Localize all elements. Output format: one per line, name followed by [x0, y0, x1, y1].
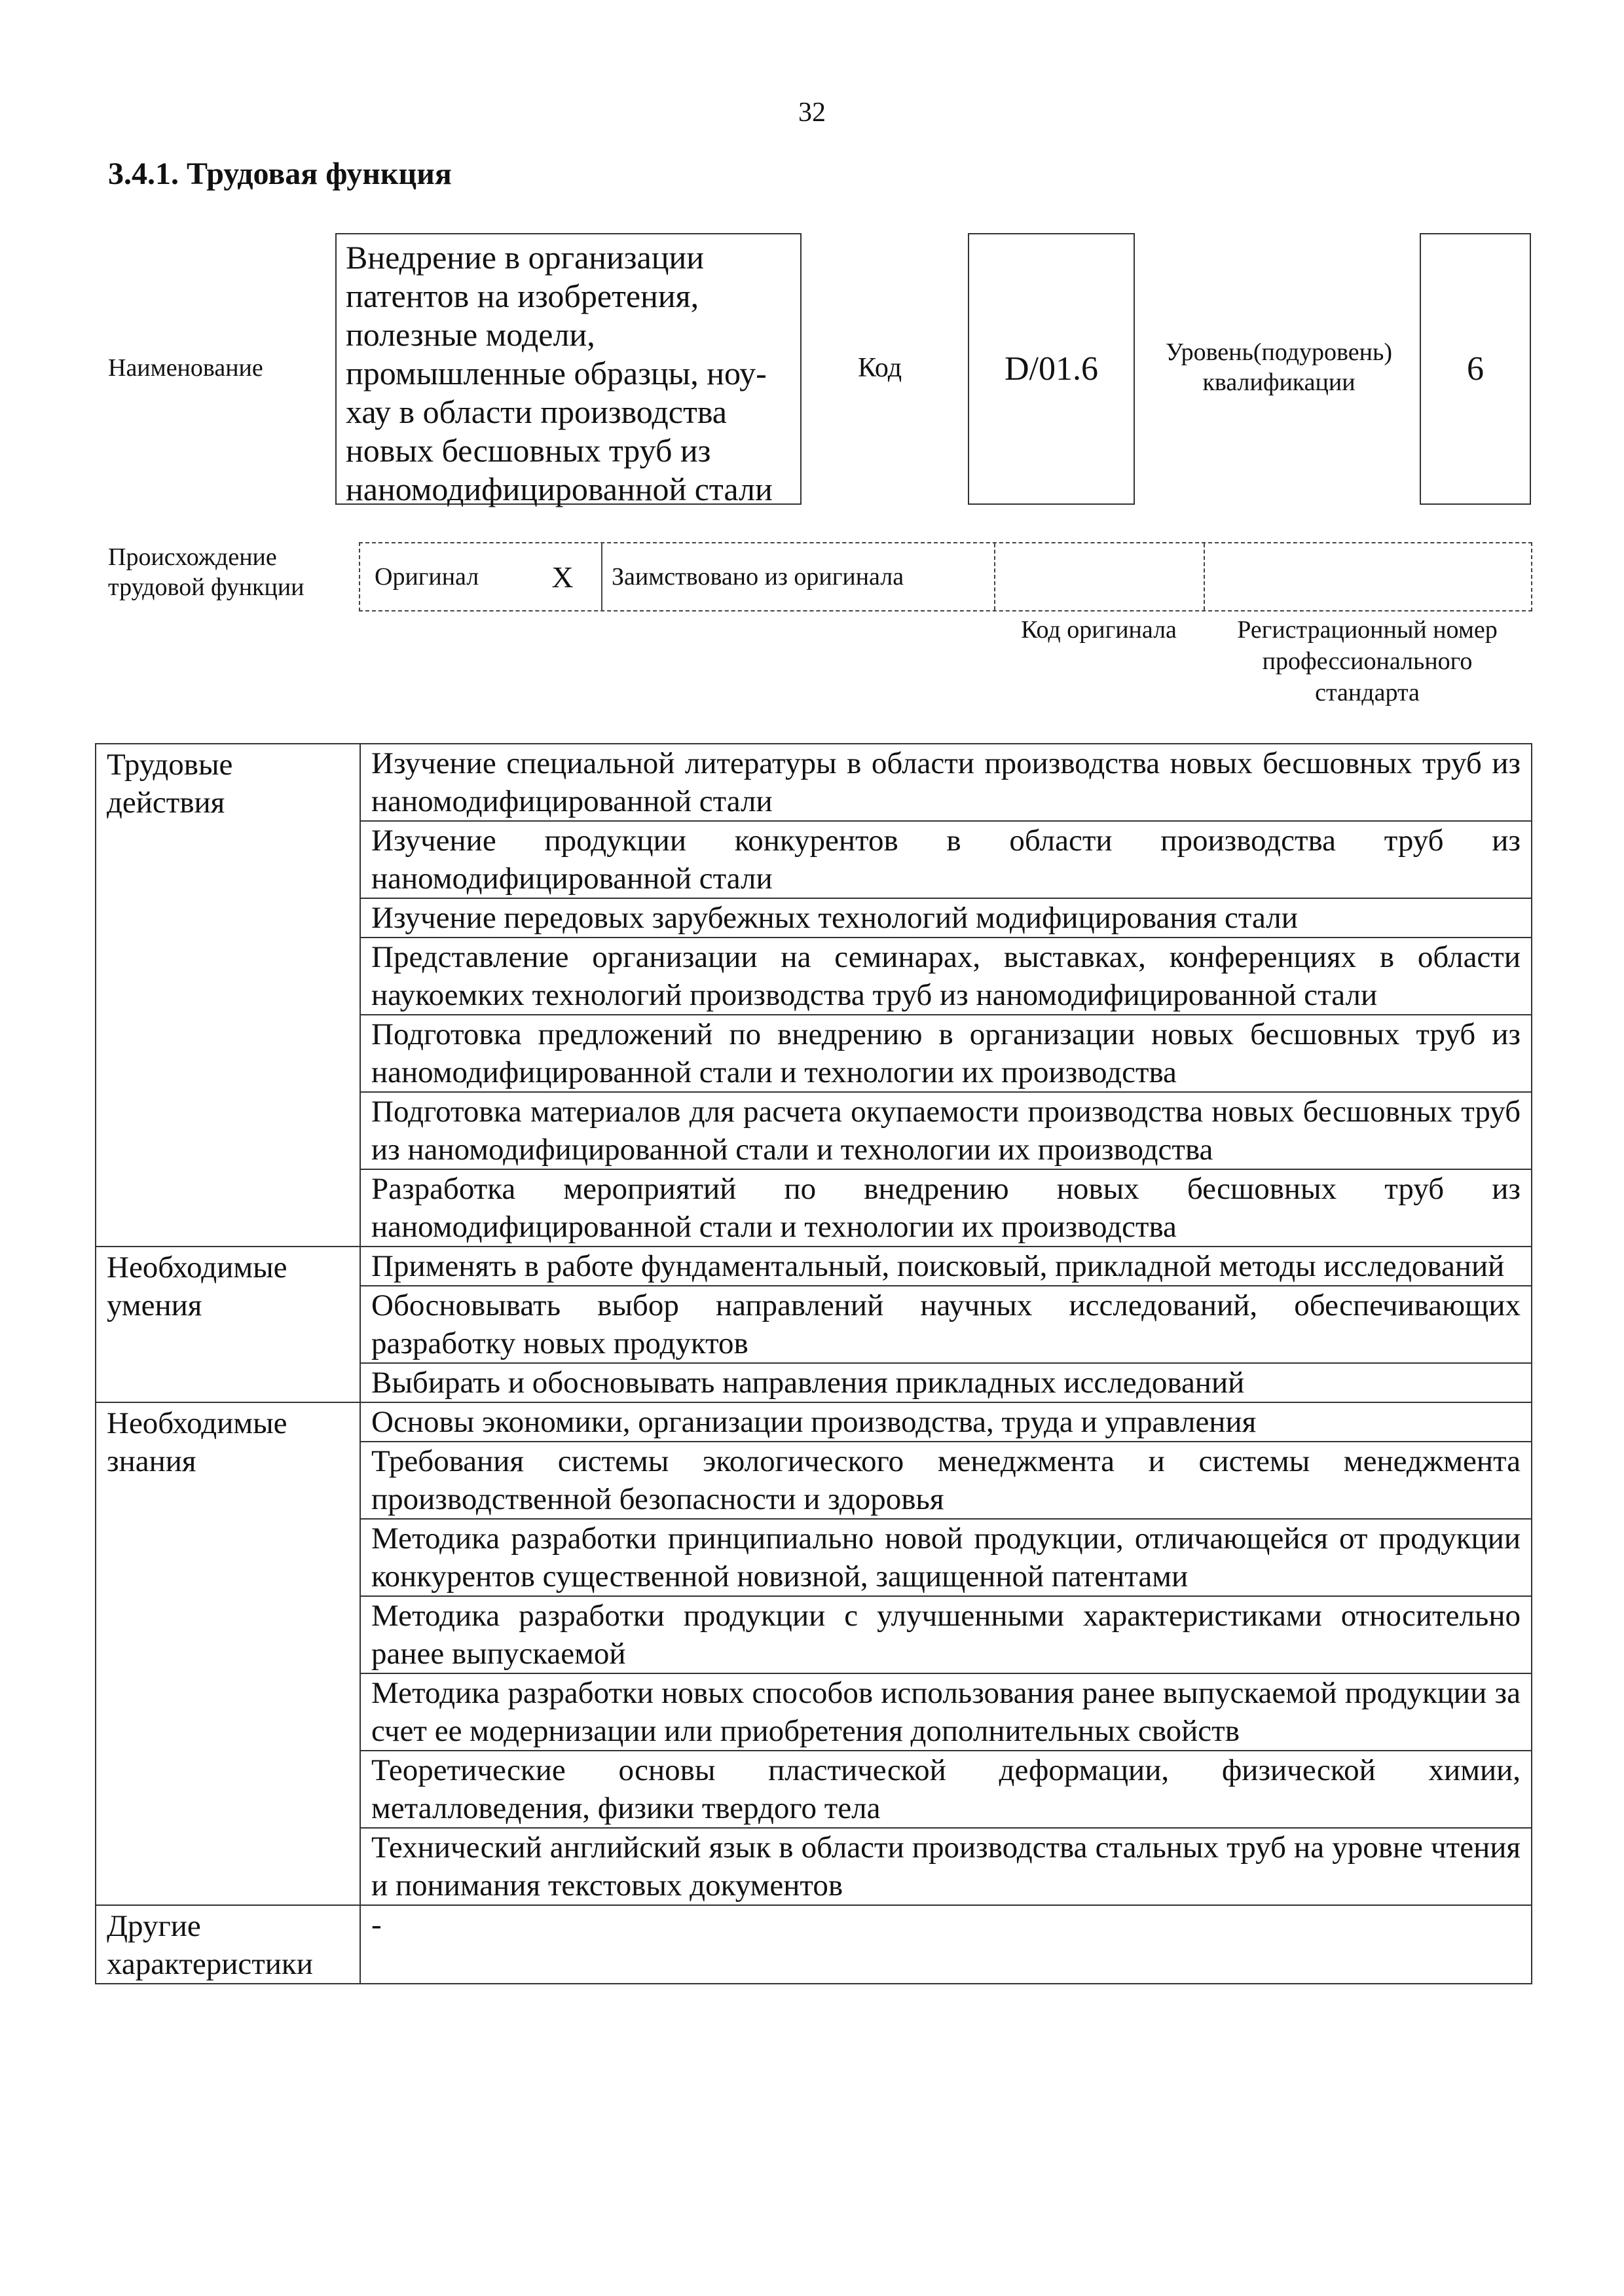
code-box [968, 233, 1135, 505]
level-label-line: квалификации [1202, 369, 1356, 396]
section-title: 3.4.1. Трудовая функция [108, 156, 452, 191]
knowledge-item: Методика разработки новых способов использования ранее выпускаемой продукции за счет ее модернизации или приобретения дополнительных свойств [360, 1673, 1532, 1751]
original-mark: X [551, 560, 574, 594]
level-value: 6 [1467, 350, 1484, 388]
labor-function-table [95, 743, 1532, 1984]
knowledge-item: Требования системы экологического менеджмента и системы менеджмента производственной безопасности и здоровья [360, 1442, 1532, 1519]
name-label: Наименование [108, 354, 263, 382]
reg-caption-line: профессионального [1262, 647, 1473, 675]
origin-label [108, 542, 304, 602]
labor-action-item: Изучение передовых зарубежных технологий модифицирования стали [360, 898, 1532, 938]
origin-label-line: трудовой функции [108, 574, 304, 601]
origin-label-line: Происхождение [108, 543, 277, 571]
skill-item: Выбирать и обосновывать направления прикладных исследований [360, 1363, 1532, 1402]
function-name-box [335, 233, 802, 505]
borrowed-cell [602, 543, 995, 610]
table-row [96, 744, 1532, 821]
knowledge-item: Технический английский язык в области производства стальных труб на уровне чтения и понимания текстовых документов [360, 1828, 1532, 1905]
knowledge-item: Теоретические основы пластической деформации, физической химии, металловедения, физики твердого тела [360, 1751, 1532, 1828]
function-name-line: новых бесшовных труб из [346, 432, 711, 469]
other-value: - [360, 1905, 1532, 1984]
level-box [1420, 233, 1531, 505]
page-number: 32 [798, 98, 826, 128]
original-label: Оригинал [375, 563, 479, 591]
borrowed-label: Заимствовано из оригинала [612, 563, 904, 591]
knowledge-label: Необходимые знания [96, 1402, 360, 1905]
knowledge-item: Основы экономики, организации производства, труда и управления [360, 1402, 1532, 1442]
labor-action-item: Представление организации на семинарах, выставках, конференциях в области наукоемких технологий производства труб из наномодифицированной стали [360, 938, 1532, 1015]
level-label-line: Уровень(подуровень) [1166, 338, 1392, 366]
original-code-caption: Код оригинала [1021, 616, 1177, 644]
knowledge-item: Методика разработки принципиально новой продукции, отличающейся от продукции конкурентов существенной новизной, защищенной патентами [360, 1519, 1532, 1596]
knowledge-item: Методика разработки продукции с улучшенными характеристиками относительно ранее выпускаемой [360, 1596, 1532, 1673]
reg-number-caption [1204, 614, 1531, 708]
origin-row [359, 542, 1532, 611]
labor-action-item: Подготовка предложений по внедрению в организации новых бесшовных труб из наномодифицированной стали и технологии их производства [360, 1015, 1532, 1092]
original-code-cell [995, 543, 1205, 610]
table-row [96, 1247, 1532, 1286]
labor-action-item: Изучение специальной литературы в области производства новых бесшовных труб из наномодифицированной стали [360, 744, 1532, 821]
table-row [96, 1905, 1532, 1984]
other-label: Другие характеристики [96, 1905, 360, 1984]
labor-actions-label: Трудовые действия [96, 744, 360, 1247]
reg-number-cell [1205, 543, 1531, 610]
level-label [1145, 337, 1413, 397]
original-mark-cell [524, 543, 602, 610]
function-name-line: патентов на изобретения, [346, 278, 699, 314]
labor-action-item: Подготовка материалов для расчета окупаемости производства новых бесшовных труб из наномодифицированной стали и технологии их производства [360, 1092, 1532, 1169]
reg-caption-line: Регистрационный номер [1237, 616, 1498, 644]
code-value: D/01.6 [1005, 350, 1098, 388]
table-row [96, 1402, 1532, 1442]
reg-caption-line: стандарта [1315, 679, 1420, 706]
function-name-line: полезные модели, [346, 316, 595, 353]
labor-action-item: Разработка мероприятий по внедрению новых бесшовных труб из наномодифицированной стали и технологии их производства [360, 1169, 1532, 1247]
skill-item: Обосновывать выбор направлений научных исследований, обеспечивающих разработку новых продуктов [360, 1286, 1532, 1363]
skill-item: Применять в работе фундаментальный, поисковый, прикладной методы исследований [360, 1247, 1532, 1286]
function-name-line: промышленные образцы, ноу- [346, 355, 767, 392]
function-name-line: хау в области производства [346, 393, 727, 430]
code-label: Код [858, 353, 902, 383]
labor-action-item: Изучение продукции конкурентов в области производства труб из наномодифицированной стали [360, 821, 1532, 898]
skills-label: Необходимые умения [96, 1247, 360, 1402]
function-name-line: Внедрение в организации [346, 239, 705, 276]
function-name-line: наномодифицированной стали [346, 471, 773, 507]
